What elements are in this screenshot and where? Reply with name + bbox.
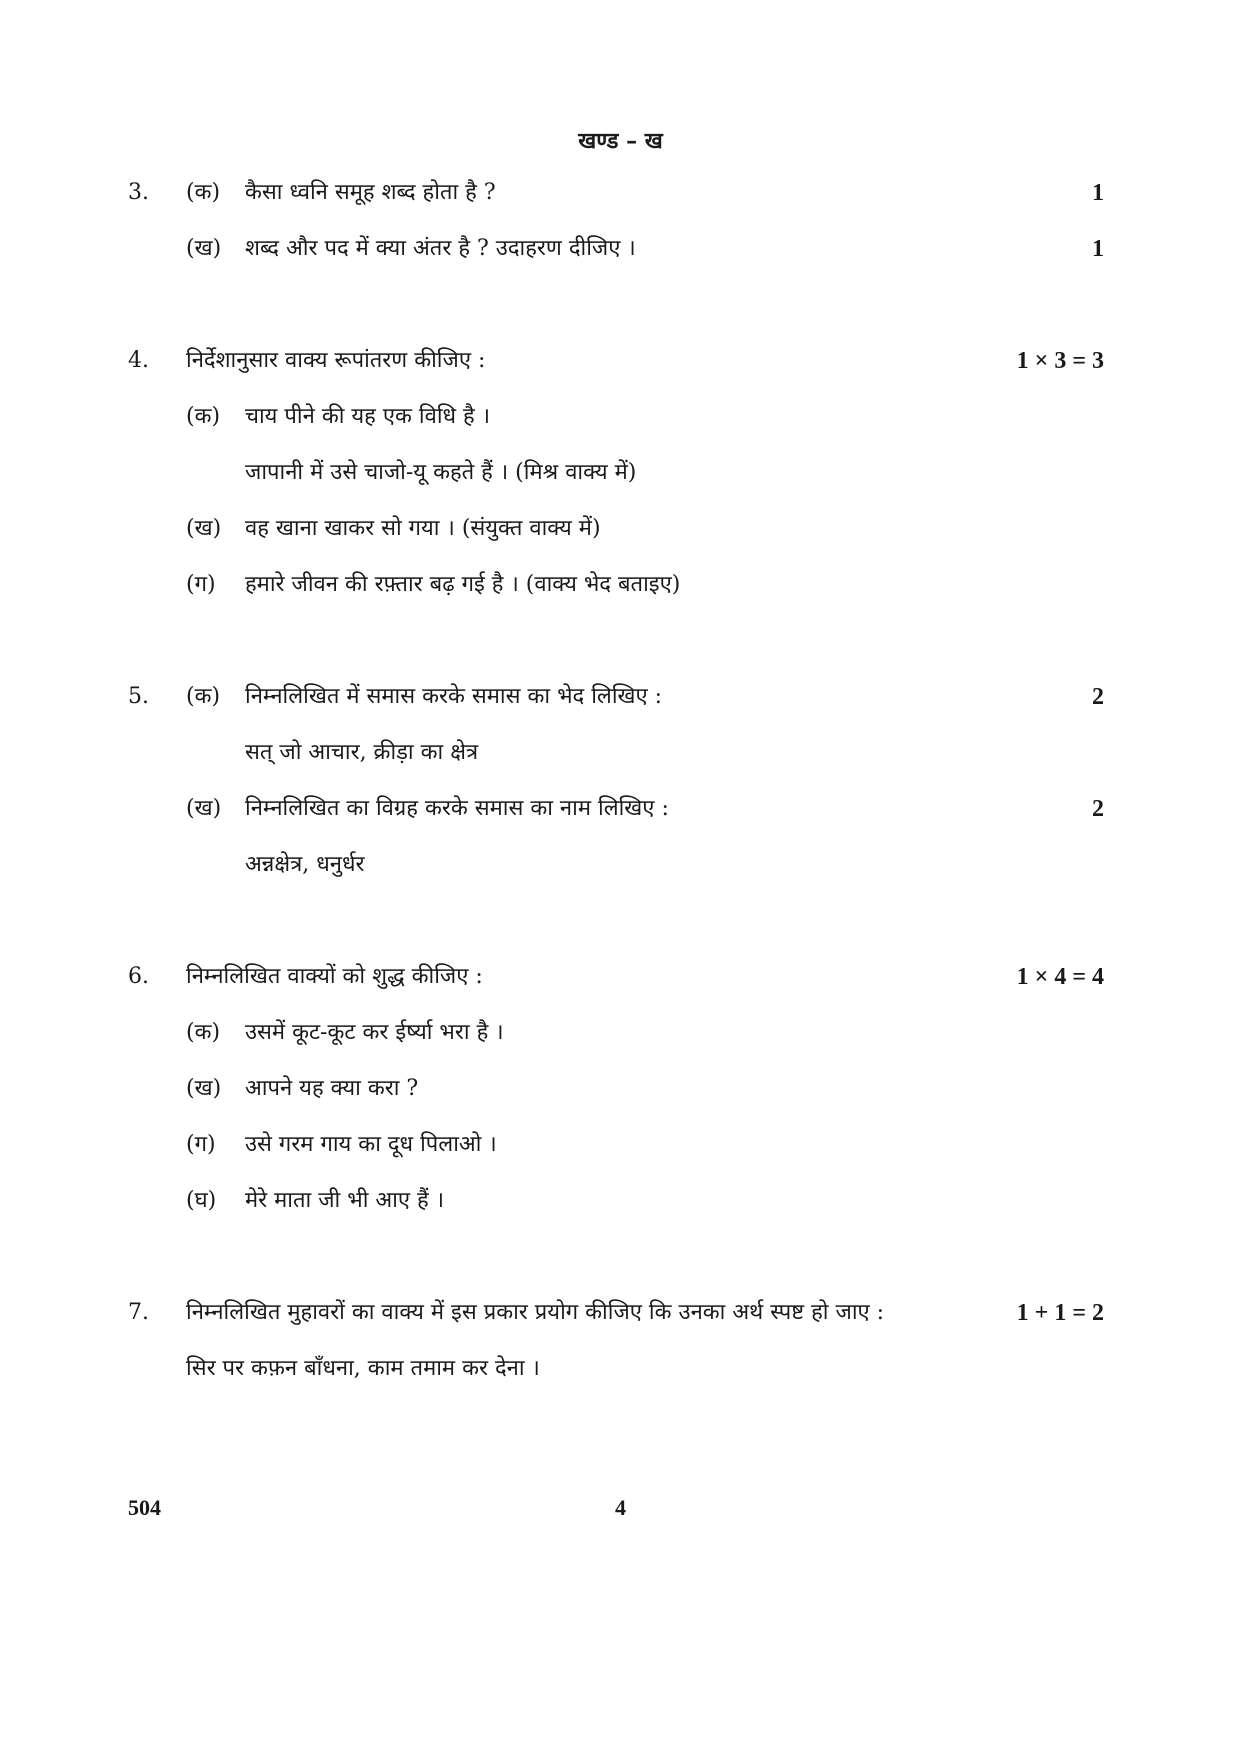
q6-d-text: मेरे माता जी भी आए हैं । [245, 1188, 445, 1213]
q5-b-label: (ख) [186, 796, 222, 821]
q5-a-label: (क) [186, 684, 221, 709]
q4-b-text: वह खाना खाकर सो गया । (संयुक्त वाक्य में) [245, 516, 601, 541]
q5-a-sub: सत् जो आचार, क्रीड़ा का क्षेत्र [245, 740, 479, 765]
q6-c-text: उसे गरम गाय का दूध पिलाओ । [245, 1132, 497, 1157]
q4-text: निर्देशानुसार वाक्य रूपांतरण कीजिए : [186, 348, 486, 373]
q7-text: निम्नलिखित मुहावरों का वाक्य में इस प्रकार प्रयोग कीजिए कि उनका अर्थ स्पष्ट हो जाए : [186, 1300, 885, 1325]
q4-number: 4. [128, 348, 149, 373]
q6-a-text: उसमें कूट-कूट कर ईर्ष्या भरा है । [245, 1020, 504, 1045]
q6-d-label: (घ) [186, 1188, 217, 1213]
q7-marks: 1 + 1 = 2 [1016, 1300, 1104, 1326]
q6-number: 6. [128, 964, 149, 989]
q3-a-label: (क) [186, 180, 221, 205]
q4-a-line2: जापानी में उसे चाजो-यू कहते हैं । (मिश्र वाक्य में) [245, 460, 637, 485]
q6-b-text: आपने यह क्या करा ? [245, 1076, 419, 1101]
q6-c-label: (ग) [186, 1132, 216, 1157]
paper-code: 504 [128, 1495, 161, 1520]
q4-b-label: (ख) [186, 516, 222, 541]
q5-a-marks: 2 [1092, 684, 1104, 710]
q7-number: 7. [128, 1300, 149, 1325]
q4-c-label: (ग) [186, 572, 216, 597]
q5-b-text: निम्नलिखित का विग्रह करके समास का नाम लिखिए : [245, 796, 669, 821]
q3-b-text: शब्द और पद में क्या अंतर है ? उदाहरण दीजिए । [245, 236, 636, 261]
q4-marks: 1 × 3 = 3 [1016, 348, 1104, 374]
q5-b-marks: 2 [1092, 796, 1104, 822]
q3-number: 3. [128, 180, 149, 205]
q5-b-sub: अन्नक्षेत्र, धनुर्धर [245, 852, 365, 877]
q3-a-text: कैसा ध्वनि समूह शब्द होता है ? [245, 180, 496, 205]
q5-a-text: निम्नलिखित में समास करके समास का भेद लिखिए : [245, 684, 663, 709]
q6-a-label: (क) [186, 1020, 221, 1045]
q4-a-label: (क) [186, 404, 221, 429]
q3-b-label: (ख) [186, 236, 222, 261]
q3-a-marks: 1 [1092, 180, 1104, 206]
section-heading: खण्ड – ख [578, 128, 663, 154]
q4-a-line1: चाय पीने की यह एक विधि है । [245, 404, 491, 429]
page-number: 4 [615, 1495, 626, 1520]
q6-marks: 1 × 4 = 4 [1016, 964, 1104, 990]
q7-sub: सिर पर कफ़न बाँधना, काम तमाम कर देना । [186, 1356, 540, 1381]
q4-c-text: हमारे जीवन की रफ़्तार बढ़ गई है । (वाक्य भेद बताइए) [245, 572, 681, 597]
q5-number: 5. [128, 684, 149, 709]
q3-b-marks: 1 [1092, 236, 1104, 262]
q6-b-label: (ख) [186, 1076, 222, 1101]
q6-text: निम्नलिखित वाक्यों को शुद्ध कीजिए : [186, 964, 483, 989]
